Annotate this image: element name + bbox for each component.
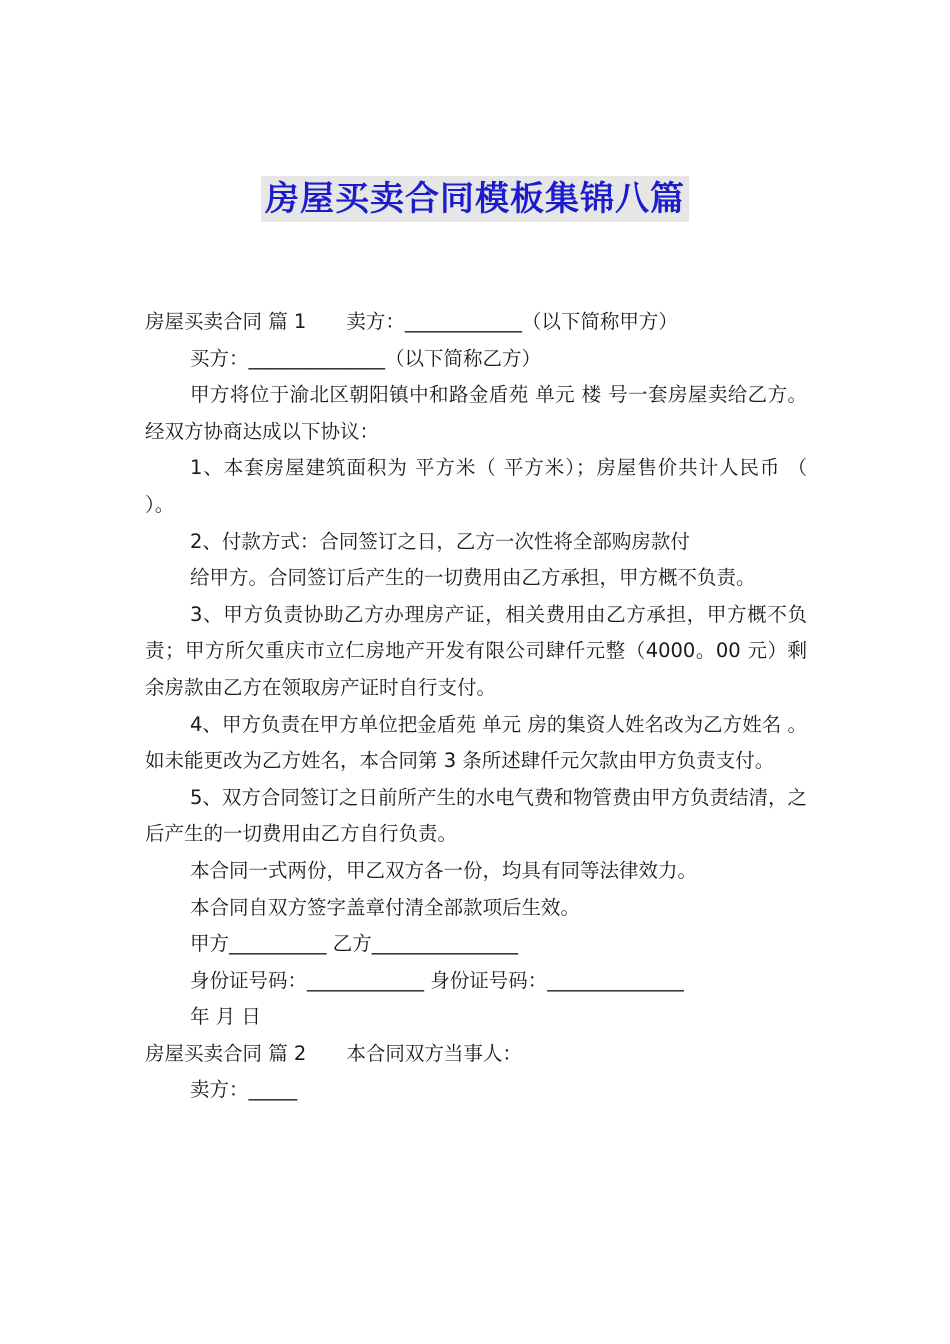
section-2-heading: 房屋买卖合同 篇 2 xyxy=(145,1041,307,1065)
clause-2: 2、付款方式：合同签订之日，乙方一次性将全部购房款付 xyxy=(190,529,690,553)
clause-2-continued: 给甲方。合同签订后产生的一切费用由乙方承担，甲方概不负责。 xyxy=(190,566,756,590)
seller-line: 卖方：____________（以下简称甲方） xyxy=(346,310,678,333)
section-1-heading: 房屋买卖合同 篇 1 xyxy=(145,310,307,333)
intro-paragraph: 甲方将位于渝北区朝阳镇中和路金盾苑 单元 楼 号一套房屋卖给乙方。经双方协商达成以下协议： xyxy=(145,383,807,443)
title-container xyxy=(0,176,950,222)
date-line: 年 月 日 xyxy=(190,1005,261,1029)
signature-line: 甲方__________ 乙方_______________ xyxy=(190,932,518,956)
clause-5: 5、双方合同签订之日前所产生的水电气费和物管费由甲方负责结清，之后产生的一切费用由乙方自行负责。 xyxy=(145,785,807,846)
id-number-line: 身份证号码：____________ 身份证号码：______________ xyxy=(190,968,684,992)
section-2-heading-line xyxy=(145,1036,807,1073)
section-1-heading-line xyxy=(145,304,807,341)
parties-line: 本合同双方当事人： xyxy=(346,1041,522,1065)
buyer-line: 买方：______________（以下简称乙方） xyxy=(190,346,542,370)
copies-clause: 本合同一式两份，甲乙双方各一份，均具有同等法律效力。 xyxy=(190,858,698,882)
document-body xyxy=(145,304,807,1109)
document-title: 房屋买卖合同模板集锦八篇 xyxy=(261,176,689,222)
seller-line-2: 卖方：_____ xyxy=(190,1078,298,1102)
effective-clause: 本合同自双方签字盖章付清全部款项后生效。 xyxy=(190,895,581,919)
clause-1: 1、本套房屋建筑面积为 平方米（ 平方米）；房屋售价共计人民币 （ ）。 xyxy=(145,456,807,516)
clause-3: 3、甲方负责协助乙方办理房产证，相关费用由乙方承担，甲方概不负责；甲方所欠重庆市立仁房地产开发有限公司肆仟元整（4000。00 元）剩余房款由乙方在领取房产证时自行支付。 xyxy=(145,602,807,699)
clause-4: 4、甲方负责在甲方单位把金盾苑 单元 房的集资人姓名改为乙方姓名 。如未能更改为乙方姓名，本合同第 3 条所述肆仟元欠款由甲方负责支付。 xyxy=(145,712,807,773)
